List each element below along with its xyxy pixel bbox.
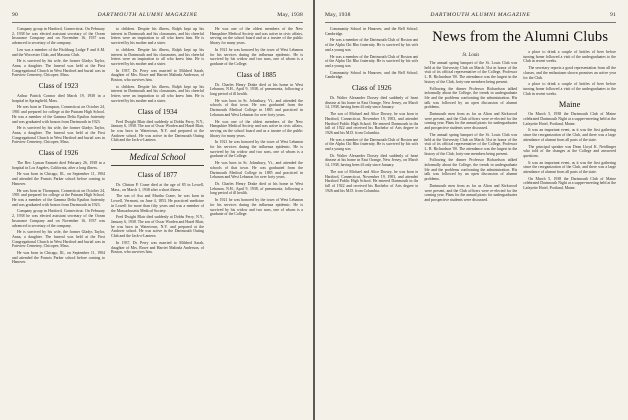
- body-text: In 1937, Dr. Perry was married to Mildred Sarah, daughter of Mrs. Rowe and Harriet Malinda Anderson, of Boston, who survives him.: [111, 68, 204, 83]
- class-heading: Class of 1923: [38, 82, 79, 91]
- news-title: News from the Alumni Clubs: [432, 29, 609, 45]
- body-text: He is survived by his wife, the former Gladys Taylor, Anna, a daughter. The funeral was held at the First Congregational Church in West Hartford and burial was in Fairview Cemetery, Chicopee, Mass.: [12, 230, 105, 249]
- left-column-1: [12, 27, 105, 411]
- body-text: In 1921 he was honored by the town of West Lebanon for his services during the influenza epidemic. He is survived by his widow and two sons, one of whom is a graduate of the College.: [210, 140, 303, 159]
- body-text: He was born in Chicago, Ill., on September 11, 1904 and attended the Francis Parker school before coming to Hanover.: [12, 251, 105, 265]
- right-page: [315, 0, 628, 420]
- issue-date: May, 1938: [277, 12, 303, 18]
- body-text: It was an important event, as it was the first gathering since the reorganization of the Club, and there was a large attendance of alumni from all parts of the state.: [523, 128, 616, 142]
- body-text: He was one of the oldest members of the New Hampshire Medical Society and was active in civic affairs, serving on the school board and as a trustee of the public library for many years.: [210, 119, 303, 138]
- body-text: He was one of the oldest members of the New Hampshire Medical Society and was active in civic affairs, serving on the school board and as a trustee of the public library for many years.: [210, 27, 303, 46]
- right-main-area: [424, 27, 616, 411]
- class-heading: Class of 1877: [137, 171, 178, 180]
- right-column-3: [523, 50, 616, 411]
- section-title-box: [111, 149, 204, 166]
- body-text: Following the dinner Professor Richardson talked informally about the College, the trends in undergraduate life and the problems confronting the administration. His talk was followed by an open discussion of alumni problems.: [424, 86, 518, 110]
- body-text: The annual spring banquet of the St. Louis Club was held at the University Club on March 31st in honor of the visit of its official representative of the College, Professor L. B. Richardson '00. The attendance was the largest in the history of the Club, forty-one members being present.: [424, 132, 518, 156]
- body-text: to children. Despite his illness, Ralph kept up his interest in Dartmouth and his classmates, and his cheerful letters were an inspiration to all who knew him. He is survived by his mother and a sister.: [111, 84, 204, 103]
- body-text: On March 5, 1938 the Dartmouth Club of Maine celebrated Dartmouth Night at a supper-meeting held at the Lafayette Hotel, Portland, Maine.: [523, 176, 616, 191]
- body-text: Dartmouth men from as far as Alton and Kirkwood were present, and the Club officers were re-elected for the coming year. Plans for the annual picnic for undergraduates and prospective students were discussed.: [424, 183, 518, 202]
- body-text: In 1921 he was honored by the town of West Lebanon for his services during the influenza epidemic. He is survived by his widow and two sons, one of whom is a graduate of the College.: [210, 47, 303, 66]
- body-text: Fred Dwight Blair died suddenly at Dobbs Ferry, N.Y., January 6, 1938. The son of Oscar Worden and Hazel Blair, he was born in Watertown, N.Y. and prepared at the Andover school. He was active in the Dartmouth Outing Club and the Jack-o-Lantern.: [111, 215, 204, 239]
- magazine-title: DARTMOUTH ALUMNI MAGAZINE: [430, 12, 531, 18]
- body-text: Len was a member of the Fitchburg Lodge F and A.M. and the Worcester Club, and Masonic Club.: [12, 47, 105, 57]
- body-text: He is survived by his wife, the former Gladys Taylor, Anna, a daughter. The funeral was held at the First Congregational Church in West Hartford and burial was in Fairview Cemetery, Chicopee, Mass.: [12, 59, 105, 78]
- body-text: The son of Michael and Alice Dorsey, he was born in Hartford, Connecticut, November 19, 1903, and attended Hartford Public High School. He entered Dartmouth in the fall of 1922 and received his Bachelor of Arts degree in 1926 and his M.D. from Columbia.: [325, 112, 419, 135]
- body-text: Arthur Patrick Connor died March 19, 1938 in a hospital in Springfield, Mass.: [12, 94, 105, 103]
- body-text: The Rev. Lyman Emmett died February 26, 1938 in a hospital in Los Angeles, California, after a long illness.: [12, 161, 105, 170]
- body-text: The principal speaker was Dean Lloyd K. Neidlinger who told of the changes at the College and answered questions.: [523, 144, 616, 158]
- header-rule: [325, 22, 616, 23]
- club-heading: Maine: [558, 100, 581, 110]
- body-text: Dartmouth men from as far as Alton and Kirkwood were present, and the Club officers were re-elected for the coming year. Plans for the annual picnic for undergraduates and prospective students were discussed.: [424, 112, 518, 131]
- body-text: The secretary reports a good representation from all the classes, and the enthusiasm shown promises an active year for the Club.: [523, 66, 616, 80]
- body-text: Dr. Clinton P. Crane died at the age of 85 in Lowell, Mass., on March 1, 1938 after a short illness.: [111, 183, 204, 192]
- news-columns: [424, 50, 616, 411]
- body-text: a place to drink a couple of bottles of beer before turning home followed a visit of the undergraduates to the Club in recent weeks.: [523, 82, 616, 96]
- body-text: Community School in Hanover, and the Bell School, Cambridge.: [325, 27, 419, 36]
- issue-date: May, 1938: [325, 12, 351, 18]
- body-text: He was born in St. Johnsbury, Vt., and attended the schools of that town. He was graduated from the Dartmouth Medical College in 1885 and practiced in Lebanon and West Lebanon for over forty years.: [210, 98, 303, 117]
- body-text: He was born in St. Johnsbury, Vt., and attended the schools of that town. He was graduated from the Dartmouth Medical College in 1885 and practiced in Lebanon and West Lebanon for over forty years.: [210, 161, 303, 180]
- class-heading: Class of 1934: [137, 107, 178, 116]
- left-columns: [12, 27, 303, 411]
- body-text: to children. Despite his illness, Ralph kept up his interest in Dartmouth and his classmates, and his cheerful letters were an inspiration to all who knew him. He is survived by his mother and a sister.: [111, 27, 204, 46]
- left-column-3: [210, 27, 303, 411]
- body-text: In 1937, Dr. Perry was married to Mildred Sarah, daughter of Mrs. Rowe and Harriet Malinda Anderson, of Boston, who survives him.: [111, 240, 204, 255]
- body-text: He was a member of the Dartmouth Club of Boston and of the Alpha Chi Rho fraternity. He is survived by his wife and a young son.: [325, 54, 419, 68]
- section-title: Medical School: [129, 152, 186, 163]
- body-text: The son of Asa and Martha Crane, he was born in Lowell, Vermont, on June 4, 1853. He practiced medicine in Lowell for more than fifty years and was a member of the Massachusetts Medical Society.: [111, 194, 204, 213]
- body-text: He is survived by his wife, the former Gladys Taylor, Anna, a daughter. The funeral was held at the First Congregational Church in West Hartford and burial was in Fairview Cemetery, Chicopee, Mass.: [12, 126, 105, 145]
- body-text: He was born in Thompson, Connecticut on October 24, 1901 and prepared for college at the Putnam High School. He was a member of the Gamma Delta Epsilon fraternity and was graduated with honors from Dartmouth in 1923.: [12, 105, 105, 124]
- page-number: 91: [609, 12, 616, 18]
- body-text: In 1921 he was honored by the town of West Lebanon for his services during the influenza epidemic. He is survived by his widow and two sons, one of whom is a graduate of the College.: [210, 198, 303, 217]
- news-title-block: [424, 27, 616, 50]
- body-text: The son of Michael and Alice Dorsey, he was born in Hartford, Connecticut, November 19, 1903, and attended Hartford Public High School. He entered Dartmouth in the fall of 1922 and received his Bachelor of Arts degree in 1926 and his M.D. from Columbia.: [325, 169, 419, 193]
- running-header: [325, 12, 616, 18]
- body-text: Company group in Hartford, Connecticut. On February 2, 1938 he was elected assistant secretary of the Ocean Insurance Company and on November 16, 1937 was advanced to secretary of the company.: [12, 27, 105, 46]
- page-number: 90: [12, 12, 18, 18]
- body-text: He was born in Chicago, Ill., on September 11, 1904 and attended the Francis Parker school before coming to Hanover.: [12, 172, 105, 186]
- body-text: to children. Despite his illness, Ralph kept up his interest in Dartmouth and his classmates, and his cheerful letters were an inspiration to all who knew him. He is survived by his mother and a sister.: [111, 47, 204, 66]
- left-column-2: [111, 27, 204, 411]
- body-text: The annual spring banquet of the St. Louis Club was held at the University Club on March 31st in honor of the visit of its official representative of the College, Professor L. B. Richardson '00. The attendance was the largest in the history of the Club, forty-one members being present.: [424, 61, 518, 84]
- body-text: Dr. Charles Henry Drake died at his home in West Lebanon, N.H., April 9, 1938, of pneumonia, following a long period of ill health.: [210, 82, 303, 97]
- body-text: Following the dinner Professor Richardson talked informally about the College, the trends in undergraduate life and the problems confronting the administration. His talk was followed by an open discussion of alumni problems.: [424, 158, 518, 182]
- class-heading: Class of 1926: [38, 149, 79, 158]
- body-text: Dr. Walter Alexander Dorsey died suddenly of heart disease at his home in East Orange, New Jersey, on March 14, 1938, having been ill only since January.: [325, 153, 419, 168]
- class-heading: Class of 1885: [236, 70, 277, 79]
- header-rule: [12, 22, 303, 23]
- right-column-2: [424, 50, 517, 411]
- body-text: He was a member of the Dartmouth Club of Boston and of the Alpha Chi Rho fraternity. He is survived by his wife and a young son.: [325, 137, 419, 152]
- right-column-1: [325, 27, 418, 411]
- body-text: On March 5, 1938 the Dartmouth Club of Maine celebrated Dartmouth Night at a supper-meeting held at the Lafayette Hotel, Portland, Maine.: [523, 112, 616, 126]
- right-columns: [325, 27, 616, 411]
- body-text: Dr. Walter Alexander Dorsey died suddenly of heart disease at his home in East Orange, New Jersey, on March 14, 1938, having been ill only since January.: [325, 96, 419, 110]
- body-text: Fred Dwight Blair died suddenly at Dobbs Ferry, N.Y., January 6, 1938. The son of Oscar Worden and Hazel Blair, he was born in Watertown, N.Y. and prepared at the Andover school. He was active in the Dartmouth Outing Club and the Jack-o-Lantern.: [111, 119, 204, 143]
- body-text: It was an important event, as it was the first gathering since the reorganization of the Club, and there was a large attendance of alumni from all parts of the state.: [523, 160, 616, 175]
- class-heading: Class of 1926: [351, 84, 392, 93]
- body-text: Company group in Hartford, Connecticut. On February 2, 1938 he was elected assistant secretary of the Ocean Insurance Company and on November 16, 1937 was advanced to secretary of the company.: [12, 209, 105, 228]
- body-text: a place to drink a couple of bottles of beer before turning home followed a visit of the undergraduates to the Club in recent weeks.: [523, 50, 616, 64]
- body-text: He was born in Thompson, Connecticut on October 24, 1901 and prepared for college at the Putnam High School. He was a member of the Gamma Delta Epsilon fraternity and was graduated with honors from Dartmouth in 1923.: [12, 188, 105, 207]
- magazine-title: DARTMOUTH ALUMNI MAGAZINE: [97, 12, 198, 18]
- club-heading: St. Louis: [462, 53, 480, 58]
- body-text: Dr. Charles Henry Drake died at his home in West Lebanon, N.H., April 9, 1938, of pneumonia, following a long period of ill health.: [210, 181, 303, 196]
- running-header: [12, 12, 303, 18]
- left-page: [0, 0, 313, 420]
- body-text: He was a member of the Dartmouth Club of Boston and of the Alpha Chi Rho fraternity. He is survived by his wife and a young son.: [325, 38, 419, 52]
- body-text: Community School in Hanover, and the Bell School, Cambridge.: [325, 70, 419, 80]
